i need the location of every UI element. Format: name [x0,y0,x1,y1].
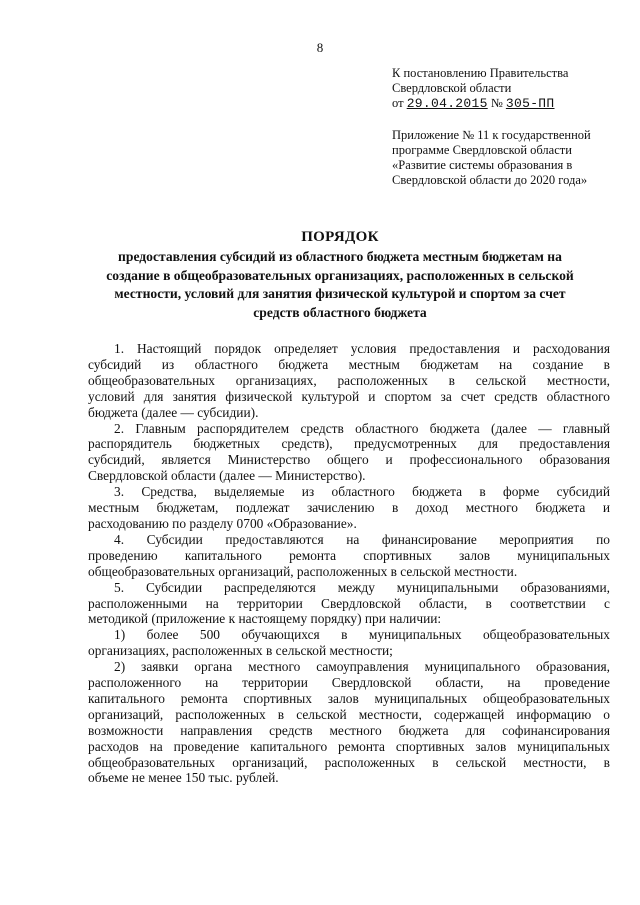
paragraph-line: 2) заявки органа местного самоуправления муниципального образования, [114,659,610,675]
paragraph [88,421,610,485]
paragraph-line: общеобразовательных организаций, расположенных в сельской местности, в [88,754,610,770]
paragraph-line: расходов на проведение капитального ремонта спортивных залов муниципальных [88,738,610,754]
paragraph [88,341,610,421]
approval-date: 29.04.2015 [406,96,488,111]
paragraph-line: 3. Средства, выделяемые из областного бюджета в форме субсидий [114,484,610,500]
paragraph-line: организаций, расположенных в сельской местности, содержащей информацию о [88,706,610,722]
paragraph-line: общеобразовательных организациях, расположенных в сельской местности, [88,372,610,388]
subtitle-line: создание в общеобразовательных организациях, расположенных в сельской [106,267,574,283]
paragraph-line: расположенного на территории Свердловской области, на проведение [88,675,610,691]
appendix-line-4: Свердловской области до 2020 года» [392,173,588,187]
appendix-block [392,128,632,188]
paragraph-line: общеобразовательных организаций, расположенных в сельской местности. [88,563,518,579]
paragraph-line: бюджета (далее — субсидии). [88,404,259,420]
paragraph-line: расходованию по разделу 0700 «Образование». [88,515,357,531]
paragraph-line: организациях, расположенных в сельской местности; [88,643,393,659]
document-body [88,341,610,786]
paragraph-line: 1. Настоящий порядок определяет условия предоставления и расходования [114,341,610,356]
subtitle-line: средств областного бюджета [253,304,427,320]
paragraph-line: распорядитель бюджетных средств), предусмотренных для предоставления [88,436,610,452]
appendix-line-1: Приложение № 11 к государственной [392,128,591,142]
approval-number: 305-ПП [505,96,555,111]
page-number: 8 [316,40,324,55]
appendix-line-2: программе Свердловской области [392,143,572,157]
paragraph-line: возможности направления средств местного бюджета для софинансирования [88,722,610,738]
document-subtitle [70,248,610,322]
approval-date-line [392,96,624,111]
paragraph [88,659,610,786]
paragraph-line: местным бюджетам, подлежат зачислению в доход местного бюджета и [88,500,610,516]
number-prefix: № [490,96,503,110]
paragraph-line: условий для занятия физической культурой и спортом за счет средств областного [88,388,610,404]
paragraph-line: объеме не менее 150 тыс. рублей. [88,770,279,786]
approval-line-2: Свердловской области [392,81,512,95]
date-prefix: от [392,96,404,110]
paragraph-line: 4. Субсидии предоставляются на финансирование мероприятия по [114,531,610,547]
approval-block [392,66,624,111]
paragraph-line: 5. Субсидии распределяются между муниципальными образованиями, [114,579,610,595]
paragraph-line: субсидий, является Министерство общего и профессионального образования [88,452,610,468]
paragraph-line: капитального ремонта спортивных залов муниципальных общеобразовательных [88,690,610,706]
paragraph [88,627,610,659]
approval-line-1: К постановлению Правительства [392,66,569,80]
paragraph-line: проведению капитального ремонта спортивных залов муниципальных [88,547,610,563]
paragraph [88,484,610,532]
paragraph-line: 2. Главным распорядителем средств областного бюджета (далее — главный [114,420,610,436]
document-title: ПОРЯДОК [301,229,379,245]
paragraph-line: расположенными на территории Свердловской области, в соответствии с [88,595,610,611]
appendix-line-3: «Развитие системы образования в [392,158,573,172]
paragraph [88,580,610,628]
paragraph-line: Свердловской области (далее — Министерство). [88,468,366,484]
paragraph-line: методикой (приложение к настоящему порядку) при наличии: [88,611,442,627]
paragraph-line: субсидий из областного бюджета местным бюджетам на создание в [88,356,610,372]
subtitle-line: местности, условий для занятия физической культурой и спортом за счет [114,286,566,301]
paragraph [88,532,610,580]
paragraph-line: 1) более 500 обучающихся в муниципальных общеобразовательных [114,627,610,643]
subtitle-line: предоставления субсидий из областного бюджета местным бюджетам на [118,249,562,264]
